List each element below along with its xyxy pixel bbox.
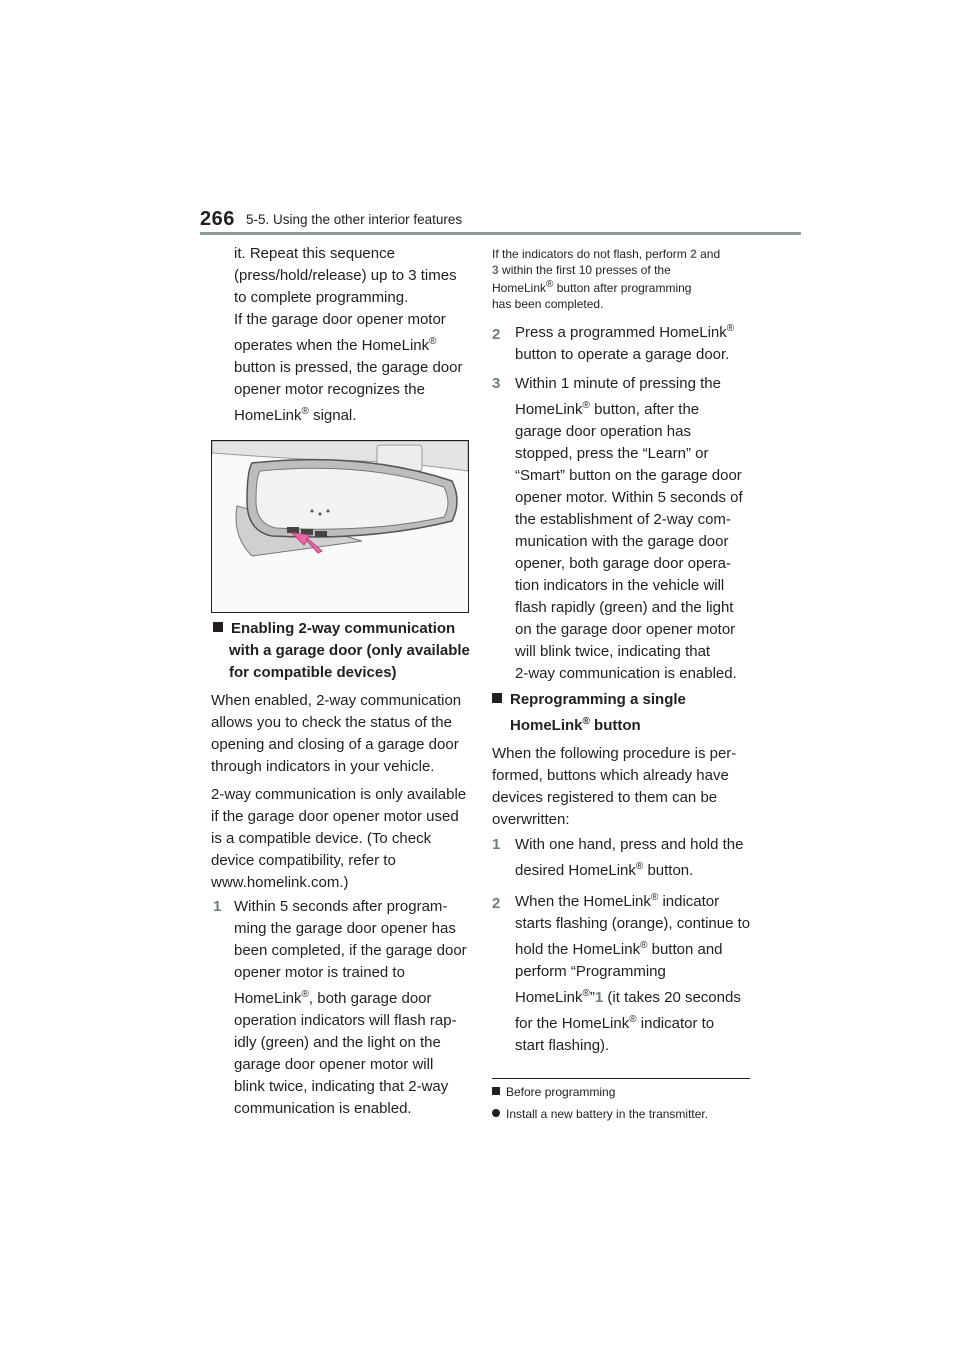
intro-paragraph: it. Repeat this sequence (press/hold/release) up to 3 times to complete programming. If the garage door opener motor operates when the HomeLink® button is pressed, the garage door opener motor recognizes the HomeLink® signal. xyxy=(234,245,463,424)
circle-bullet-icon xyxy=(492,1109,500,1117)
reprogram-step-1-text: With one hand, press and hold the desired HomeLink® button. xyxy=(515,836,744,879)
heading-2way: Enabling 2-way communication with a garage door (only available for compatible devices) xyxy=(213,618,473,684)
heading-reprogramming: Reprogramming a single HomeLink® button xyxy=(492,689,754,737)
square-bullet-icon xyxy=(213,622,223,632)
mirror-illustration xyxy=(211,440,469,613)
footnote-item: Install a new battery in the transmitter. xyxy=(492,1106,754,1122)
square-bullet-icon xyxy=(492,1087,500,1095)
footnote-rule xyxy=(492,1078,750,1079)
paragraph-2way-intro: When enabled, 2-way communication allows you to check the status of the opening and closing of a garage door through indicators in your vehicle. xyxy=(211,692,462,775)
reprogram-step-2-number: 2 xyxy=(492,895,501,912)
header-rule xyxy=(200,232,801,235)
footnote-heading: Before programming xyxy=(492,1084,754,1100)
square-bullet-icon xyxy=(492,693,502,703)
paragraph-reprogramming: When the following procedure is per- formed, buttons which already have devices registered to them can be overwritten: xyxy=(492,745,737,828)
reprogram-step-2-text: When the HomeLink® indicator starts flashing (orange), continue to hold the HomeLink® button and perform “Programming HomeLink®”1 (it takes 20 seconds for the HomeLink® indicator to start flashing). xyxy=(515,892,751,1054)
page-number: 266 xyxy=(200,208,235,230)
reprogram-step-1-number: 1 xyxy=(492,836,501,853)
section-title: 5-5. Using the other interior features xyxy=(246,212,463,227)
step-1-text: Within 5 seconds after program- ming the garage door opener has been completed, if the garage door opener motor is trained to HomeLink®, both garage door operation indicators will flash rap- idly (green) and the light on the garage door opener motor will blink twice, indicating that 2-way communication is enabled. xyxy=(234,898,467,1117)
paragraph-compatibility: 2-way communication is only available if the garage door opener motor used is a compatible device. (To check device compatibility, refer to www.homelink.com.) xyxy=(211,786,467,891)
step-1-number: 1 xyxy=(213,898,222,915)
step-2-number: 2 xyxy=(492,326,501,343)
step-2-text: Press a programmed HomeLink® button to operate a garage door. xyxy=(515,323,735,363)
rearview-mirror-drawing xyxy=(212,441,468,612)
note-small: If the indicators do not flash, perform 2 and 3 within the first 10 presses of the HomeLink® button after programming has been completed. xyxy=(492,247,721,311)
step-3-text: Within 1 minute of pressing the HomeLink® button, after the garage door operation has stopped, press the “Learn” or “Smart” button on the garage door opener motor. Within 5 seconds of the establishment of 2-way com- munication with the garage door opener, both garage door opera- tion indicators in the vehicle will flash rapidly (green) and the light on the garage door opener motor will blink twice, indicating that 2-way communication is enabled. xyxy=(515,375,743,682)
step-3-number: 3 xyxy=(492,375,501,392)
